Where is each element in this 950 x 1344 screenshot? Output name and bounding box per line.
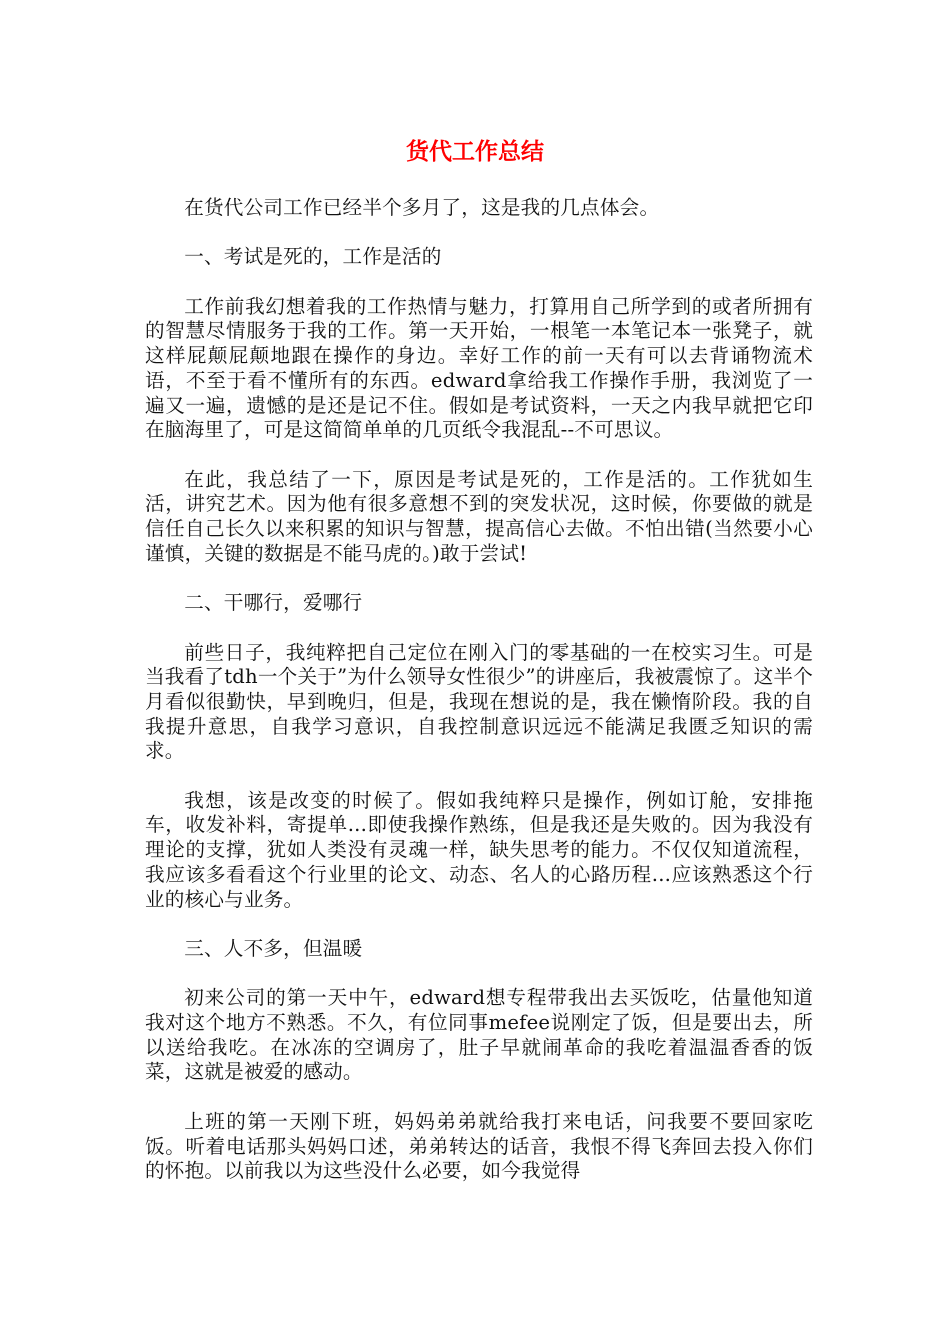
section-1-paragraph-2: 在此，我总结了一下，原因是考试是死的，工作是活的。工作犹如生活，讲究艺术。因为他有很多意想不到的突发状况，这时候，你要做的就是信任自己长久以来积累的知识与智慧，提高信心去做。不怕出错(当然要小心谨慎，关键的数据是不能马虎的。)敢于尝试! bbox=[145, 467, 813, 565]
document-body bbox=[145, 196, 813, 1209]
section-3-paragraph-2: 上班的第一天刚下班，妈妈弟弟就给我打来电话，问我要不要回家吃饭。听着电话那头妈妈口述，弟弟转达的话音，我恨不得飞奔回去投入你们的怀抱。以前我以为这些没什么必要，如今我觉得 bbox=[145, 1109, 813, 1183]
section-heading-3: 三、人不多，但温暖 bbox=[184, 936, 363, 960]
section-3-paragraph-1: 初来公司的第一天中午，edward想专程带我出去买饭吃，估量他知道我对这个地方不熟悉。不久，有位同事mefee说刚定了饭，但是要出去，所以送给我吃。在冰冻的空调房了，肚子早就闹革命的我吃着温温香香的饭菜，这就是被爱的感动。 bbox=[145, 986, 813, 1084]
section-2-paragraph-2: 我想，该是改变的时候了。假如我纯粹只是操作，例如订舱，安排拖车，收发补料，寄提单...即使我操作熟练，但是我还是失败的。因为我没有理论的支撑，犹如人类没有灵魂一样，缺失思考的能力。不仅仅知道流程，我应该多看看这个行业里的论文、动态、名人的心路历程...应该熟悉这个行业的核心与业务。 bbox=[145, 788, 813, 911]
section-heading-2: 二、干哪行，爱哪行 bbox=[184, 591, 363, 615]
intro-paragraph: 在货代公司工作已经半个多月了，这是我的几点体会。 bbox=[184, 196, 660, 219]
section-1-paragraph-1: 工作前我幻想着我的工作热情与魅力，打算用自己所学到的或者所拥有的智慧尽情服务于我的工作。第一天开始，一根笔一本笔记本一张凳子，就这样屁颠屁颠地跟在操作的身边。幸好工作的前一天有可以去背诵物流术语，不至于看不懂所有的东西。edward拿给我工作操作手册，我浏览了一遍又一遍，遗憾的是还是记不住。假如是考试资料，一天之内我早就把它印在脑海里了，可是这简简单单的几页纸令我混乱--不可思议。 bbox=[145, 294, 813, 442]
section-heading-1: 一、考试是死的，工作是活的 bbox=[184, 245, 442, 269]
document-title: 货代工作总结 bbox=[406, 139, 544, 165]
section-2-paragraph-1: 前些日子，我纯粹把自己定位在刚入门的零基础的一在校实习生。可是当我看了tdh一个关于”为什么领导女性很少”的讲座后，我被震惊了。这半个月看似很勤快，早到晚归，但是，我现在想说的是，我在懒惰阶段。我的自我提升意思，自我学习意识，自我控制意识远远不能满足我匮乏知识的需求。 bbox=[145, 640, 813, 763]
